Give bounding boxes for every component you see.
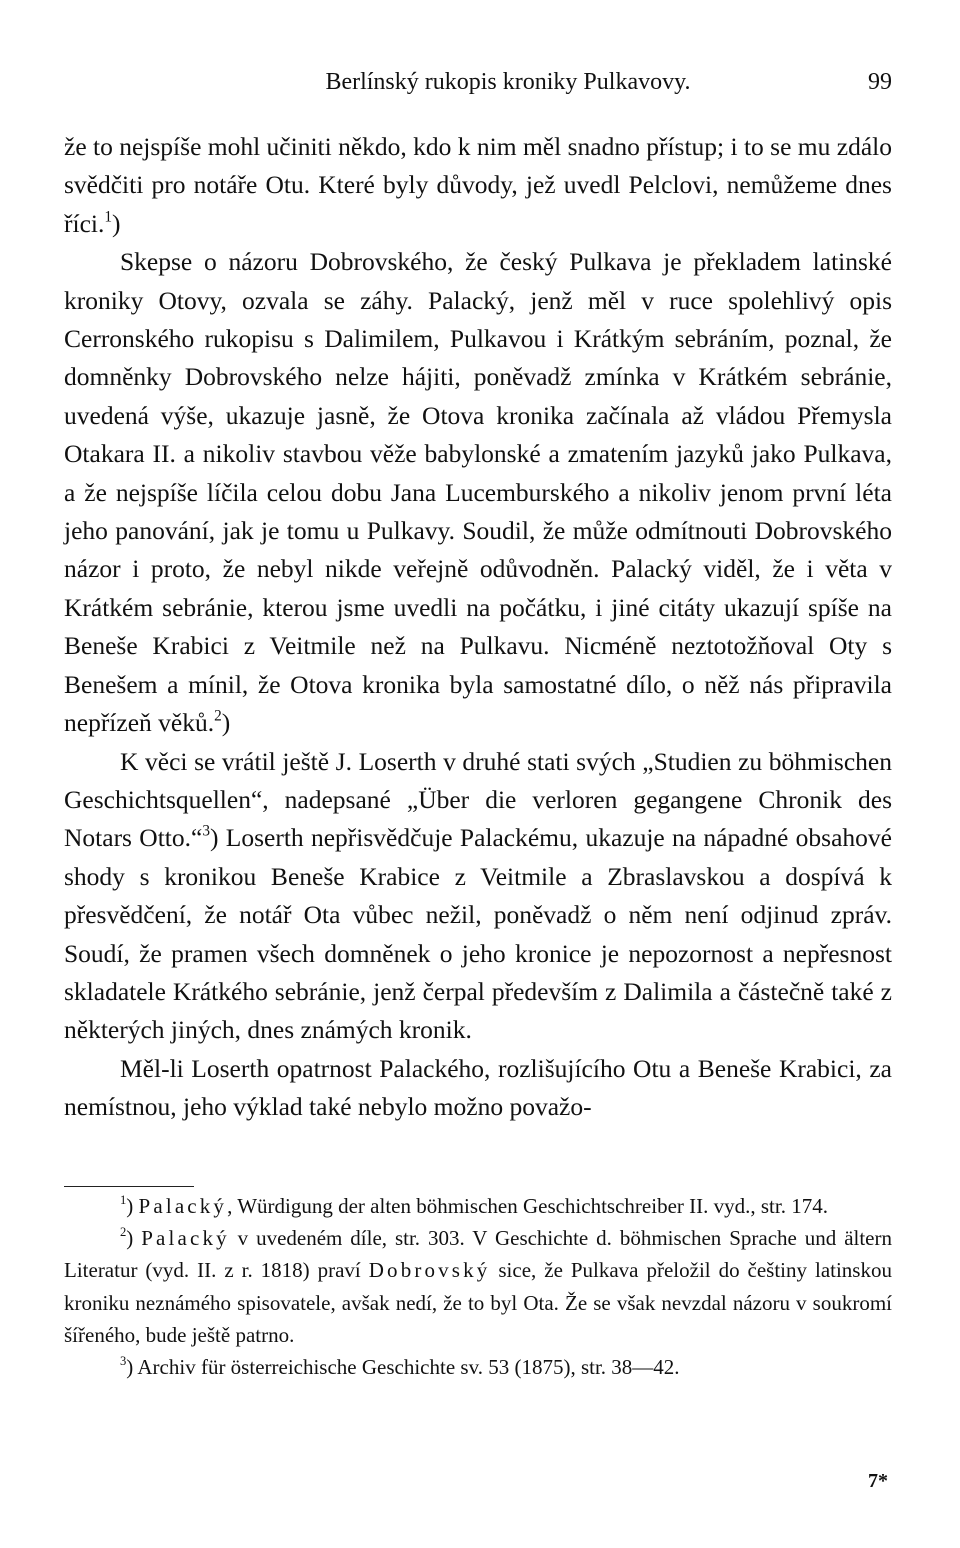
signature-mark: 7*	[868, 1470, 888, 1492]
text-run: )	[126, 1226, 142, 1251]
main-text	[64, 128, 892, 1127]
footnote-ref: 1	[120, 1193, 127, 1208]
text-run: )	[221, 708, 231, 738]
text-run: )	[126, 1194, 139, 1218]
text-run: sice, že Pulkava přeložil do češtiny latinskou kroniku neznámého spisovatele, avšak nedí, že to byl Ota. Že se však nevzdal názoru v soukromí šířeného, bude ještě patrno.	[64, 1258, 892, 1347]
text-run: , Würdigung der alten böhmischen Geschichtschreiber II. vyd., str. 174.	[227, 1194, 828, 1218]
footnote	[64, 1190, 892, 1222]
text-run: K věci se vrátil ještě J. Loserth v druhé stati svých „Studien zu böhmischen Geschichtsquellen“, nadepsané „Über die verloren gegangene Chronik des Notars Otto.“	[64, 746, 892, 853]
text-run: Skepse o názoru Dobrovského, že český Pulkava je překladem latinské kroniky Otovy, ozvala se záhy. Palacký, jenž měl v ruce spolehlivý opis Cerronského rukopisu s Dalimilem, Pulkavou i Krátkým sebráním, poznal, že domněnky Dobrovského nelze hájiti, poněvadž zmínka v Krátkém sebránie, uvedená výše, ukazuje jasně, že Otova kronika začínala až vládou Přemysla Otakara II. a nikoliv stavbou věže babylonské a zmatením jazyků jako Pulkava, a že nejspíše líčila celou dobu Jana Lucemburského a nikoliv jenom první léta jeho panování, jak je tomu u Pulkavy. Soudil, že může odmítnouti Dobrovského názor i proto, že nebyl nikde veřejně odůvodněn. Palacký viděl, že i věta v Krátkém sebránie, kterou jsme uvedli na počátku, i jiné citáty ukazují spíše na Beneše Krabici z Veitmile než na Pulkavu. Nicméně neztotožňoval Oty s Benešem a mínil, že Otova kronika byla samostatné dílo, o něž nás připravila nepřízeň věků.	[64, 247, 892, 738]
footnotes	[64, 1190, 892, 1383]
running-header	[64, 64, 892, 100]
footnote-rule	[64, 1186, 194, 1187]
paragraph	[64, 743, 892, 1050]
text-run: )	[112, 208, 121, 238]
footnote	[64, 1351, 892, 1383]
page-number: 99	[868, 69, 892, 95]
text-run: Měl-li Loserth opatrnost Palackého, rozlišujícího Otu a Beneše Krabici, za nemístnou, jeho výklad také nebylo možno považo-	[64, 1053, 892, 1122]
footnote	[64, 1222, 892, 1351]
text-run: ) Archiv für österreichische Geschichte sv. 53 (1875), str. 38—42.	[126, 1355, 680, 1380]
footnote-ref: 2	[120, 1225, 127, 1240]
paragraph	[64, 1050, 892, 1127]
text-run: ) Loserth nepřisvědčuje Palackému, ukazuje na nápadné obsahové shody s kronikou Beneše Krabice z Veitmile a Zbraslavskou a dospívá k přesvědčení, že notář Ota vůbec nežil, poněvadž o něm není odjinud zpráv. Soudí, že pramen všech domněnek o jeho kronice je nepozornost a nepřesnost skladatele Krátkého sebránie, jenž čerpal především z Dalimila a částečně také z některých jiných, dnes známých kronik.	[64, 823, 892, 1045]
paragraph	[64, 243, 892, 742]
spaced-name: Palacký	[141, 1226, 230, 1251]
running-title: Berlínský rukopis kroniky Pulkavovy.	[325, 69, 691, 95]
text-run: že to nejspíše mohl učiniti někdo, kdo k nim měl snadno přístup; i to se mu zdálo svědčiti pro notáře Otu. Které byly důvody, jež uvedl Pelclovi, nemůžeme dnes říci.	[64, 132, 892, 238]
spaced-name: Palacký	[138, 1194, 228, 1218]
footnote-ref: 1	[104, 208, 113, 226]
footnote-ref: 2	[214, 707, 222, 725]
spaced-name: Dobrovský	[368, 1258, 491, 1283]
footnote-ref: 3	[202, 822, 210, 840]
text-run: v uvedeném díle, str. 303. V Geschichte d. böhmischen Sprache und ältern Literatur (vyd. II. z r. 1818) praví	[64, 1226, 893, 1283]
footnote-ref: 3	[120, 1354, 127, 1369]
paragraph	[64, 128, 892, 243]
